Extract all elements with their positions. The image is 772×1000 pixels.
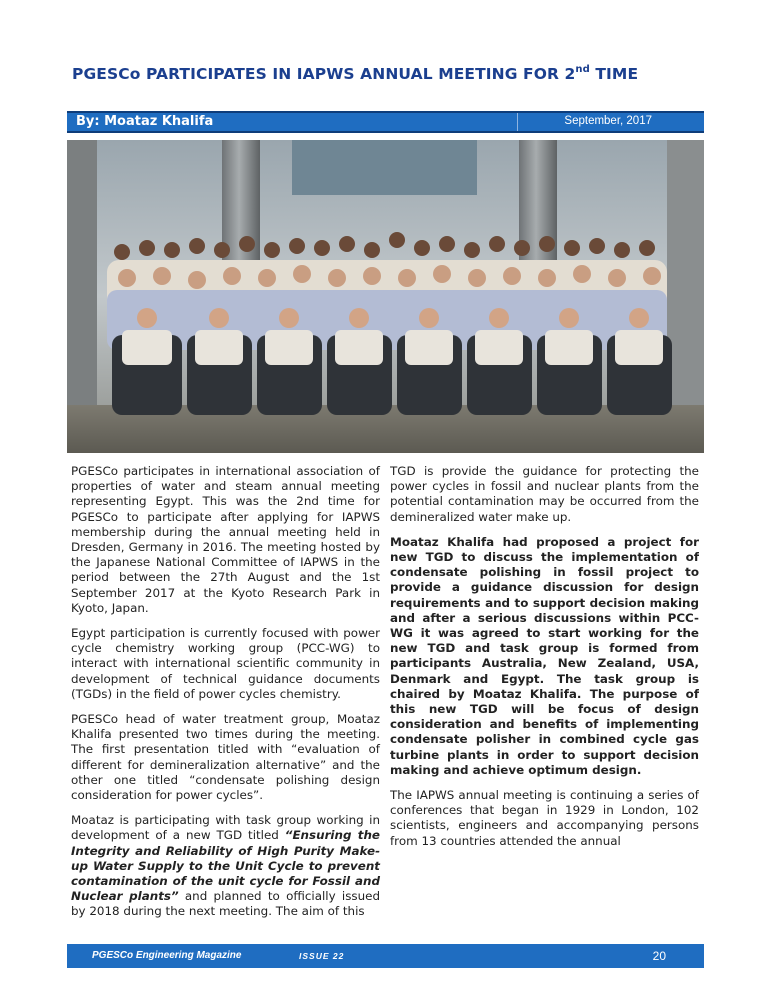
paragraph-4-continued: TGD is provide the guidance for protecting the power cycles in fossil and nuclear plants from the potential contamination may be occurred from the demineralized water make up. bbox=[390, 464, 699, 524]
footer-bar bbox=[67, 944, 704, 968]
publication-date: September, 2017 bbox=[564, 115, 652, 127]
paragraph-2: Egypt participation is currently focused with power cycle chemistry working group (PCC-WG) to interact with international scientific community in development of technical guidance documents (TGDs) in the field of power cycles chemistry. bbox=[71, 626, 380, 701]
paragraph-1: PGESCo participates in international association of properties of water and steam annual meeting representing Egypt. This was the 2nd time for PGESCo to participate after applying for IAPWS membership during the annual meeting held in Dresden, Germany in 2016. The meeting hosted by the Japanese National Committee of IAPWS in the period between the 27th August and the 1st September 2017 at the Kyoto Research Park in Kyoto, Japan. bbox=[71, 464, 380, 615]
date-box bbox=[517, 113, 704, 131]
left-column bbox=[71, 464, 380, 930]
paragraph-6: The IAPWS annual meeting is continuing a series of conferences that began in 1929 in London, 102 scientists, engineers and accompanying persons from 13 countries attended the annual bbox=[390, 788, 699, 848]
paragraph-4: Moataz is participating with task group working in development of a new TGD titled “Ensuring the Integrity and Reliability of High Purity Make-up Water Supply to the Unit Cycle to prevent contamination of the unit cycle for Fossil and Nuclear plants” and planned to officially issued by 2018 during the next meeting. The aim of this bbox=[71, 813, 380, 919]
author-name: By: Moataz Khalifa bbox=[76, 114, 214, 129]
magazine-name: PGESCo Engineering Magazine bbox=[92, 950, 242, 961]
issue-number: ISSUE 22 bbox=[299, 951, 345, 961]
page-number: 20 bbox=[652, 949, 666, 963]
group-photo bbox=[67, 140, 704, 453]
byline-bar bbox=[67, 111, 704, 133]
right-column bbox=[390, 464, 699, 859]
paragraph-5: Moataz Khalifa had proposed a project for new TGD to discuss the implementation of condensate polishing in fossil project to provide a guidance discussion for design requirements and to support decision making and after a serious discussions within PCC-WG it was agreed to start working for the new TGD and task group is formed from participants Australia, New Zealand, USA, Denmark and Egypt. The task group is chaired by Moataz Khalifa. The purpose of this new TGD will be focus of design consideration and benefits of implementing condensate polisher in combined cycle gas turbine plants in order to support decision making and achieve optimum design. bbox=[390, 534, 699, 777]
paragraph-3: PGESCo head of water treatment group, Moataz Khalifa presented two times during the meeting. The first presentation titled with “evaluation of different for demineralization alternative” and the other one titled “condensate polishing design consideration for power cycles”. bbox=[71, 712, 380, 803]
article-title: PGESCo PARTICIPATES IN IAPWS ANNUAL MEETING FOR 2nd TIME bbox=[72, 64, 639, 83]
tgd-title: “Ensuring the Integrity and Reliability of High Purity Make-up Water Supply to the Unit Cycle to prevent contamination of the unit cycle for Fossil and Nuclear plants” bbox=[71, 828, 380, 904]
